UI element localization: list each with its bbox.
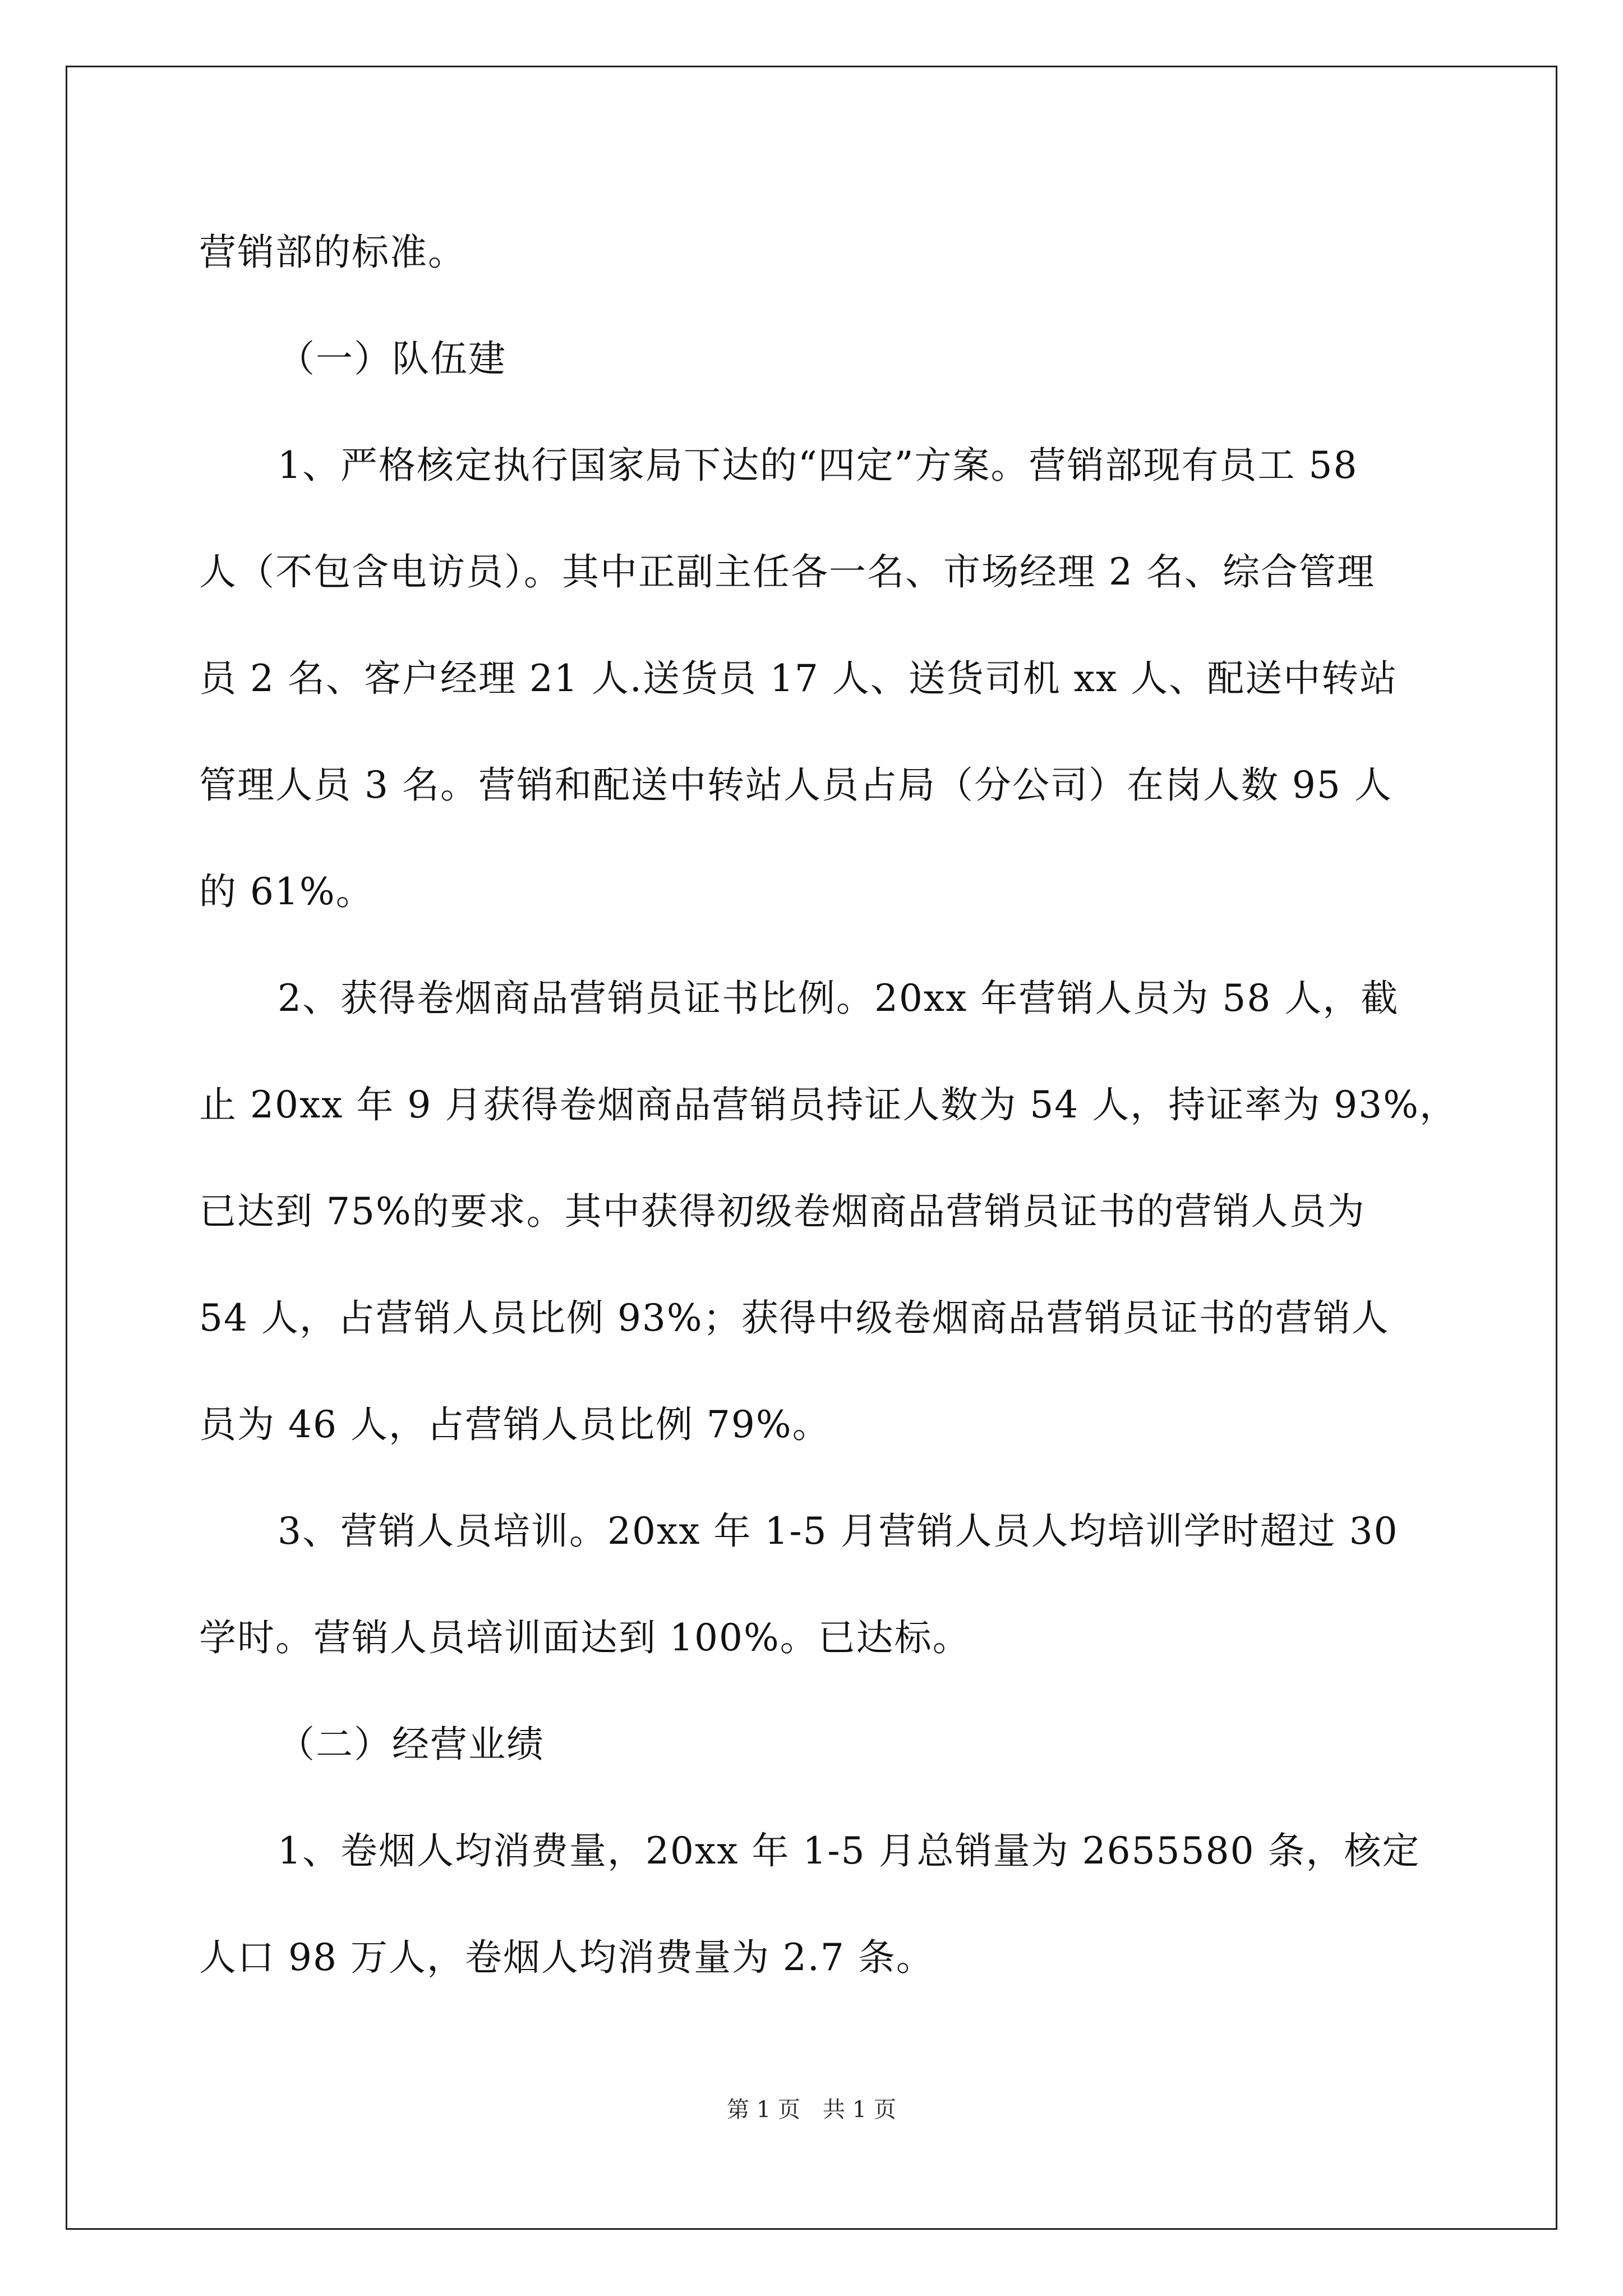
paragraph-line: 1、严格核定执行国家局下达的“四定”方案。营销部现有员工 58 [278,444,1358,487]
paragraph-line: 已达到 75%的要求。其中获得初级卷烟商品营销员证书的营销人员为 [199,1190,1366,1233]
paragraph-line: 1、卷烟人均消费量，20xx 年 1-5 月总销量为 2655580 条，核定 [278,1829,1421,1872]
paragraph-line: 学时。营销人员培训面达到 100%。已达标。 [199,1616,971,1659]
paragraph-line: 3、营销人员培训。20xx 年 1-5 月营销人员人均培训学时超过 30 [278,1510,1399,1553]
paragraph-line: 的 61%。 [199,870,374,913]
section-heading: （一）队伍建 [278,337,506,380]
page-footer: 第 1 页 共 1 页 [727,2097,896,2123]
paragraph-line: 管理人员 3 名。营销和配送中转站人员占局（分公司）在岗人数 95 人 [199,763,1393,807]
paragraph-line: 营销部的标准。 [199,231,466,274]
paragraph-line: 员为 46 人，占营销人员比例 79%。 [199,1403,831,1446]
paragraph-line: 止 20xx 年 9 月获得卷烟商品营销员持证人数为 54 人，持证率为 93%， [199,1083,1458,1126]
paragraph-line: 人口 98 万人，卷烟人均消费量为 2.7 条。 [199,1936,934,1979]
paragraph-line: 54 人，占营销人员比例 93%；获得中级卷烟商品营销员证书的营销人 [199,1296,1390,1340]
page-border [66,66,1557,2230]
paragraph-line: 员 2 名、客户经理 21 人.送货员 17 人、送货司机 xx 人、配送中转站 [199,657,1398,700]
paragraph-line: 2、获得卷烟商品营销员证书比例。20xx 年营销人员为 58 人，截 [278,977,1399,1020]
paragraph-line: 人（不包含电访员）。其中正副主任各一名、市场经理 2 名、综合管理 [199,550,1375,593]
section-heading: （二）经营业绩 [278,1723,545,1766]
